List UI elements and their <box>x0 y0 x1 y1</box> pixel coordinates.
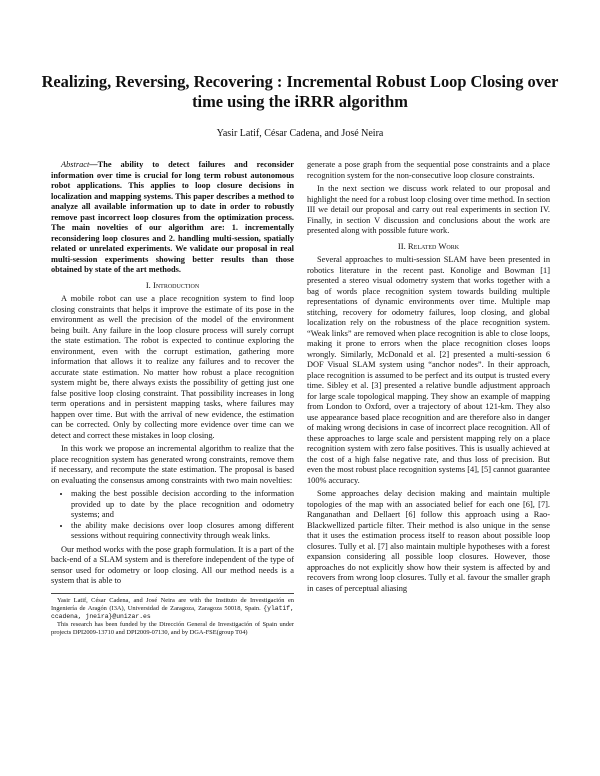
related-paragraph-2: Some approaches delay decision making and maintain multiple topologies of the map with an associated belief for each one [6], [7]. Ranganathan and Dellaert [6] follow this approach using a Rao-Blackwellized particle filter. Their method is also unique in the sense that it uses the estimation process itself to reason about possible loop closures. Tully et al. [7] also maintain multiple hypotheses with a forest expansion considering all possible loop closures. However, those approaches do not explicitly show how their system is affected by and recovers from wrong loop closures. Tully et al. favour the smaller graph in cases of perceptual aliasing <box>307 489 550 593</box>
footnote-affiliation-text: Yasir Latif, César Cadena, and José Neira are with the Instituto de Investigación en Ingeniería de Aragón (I3A), Universidad de Zaragoza, Zaragoza 50018, Spain. <box>51 596 294 612</box>
abstract <box>51 160 294 276</box>
section-heading-introduction: I. Introduction <box>145 279 200 290</box>
related-paragraph-1: Several approaches to multi-session SLAM have been presented in robotics literature in the recent past. Konolige and Bowman [1] presented a stereo visual odometry system that works together with a bag of words place recognition system towards building multiple representations of dynamic environments over time. Multiple map stitching, recovery for odometry failures, loop closing, and global localization rely on the robustness of the place recognition system. “Weak links” are removed when place recognition is able to close loops, making it prone to errors when the place recognition closes loops wrongly. Similarly, McDonald et al. [2] presented a multi-session 6 DOF Visual SLAM system using “anchor nodes”. In their approach, place recognition is assumed to be perfect and its output is trusted every time. Sibley et al. [3] presented a relative bundle adjustment approach for large scale topological mapping. They show an example of mapping from London to Oxford, over a trajectory of about 121-km. They also use appearance based place recognition and are therefore also in danger of making wrong decisions in case of incorrect place recognition. All of these approaches to large scale and persistent mapping rely on a place recognition system with zero false positives. This is usually achieved at the cost of a high false negative rate, and thus loss of precision. But even the most robust place recognition systems [4], [5] cannot guarantee 100% accuracy. <box>307 255 550 485</box>
paper-title: Realizing, Reversing, Recovering : Incremental Robust Loop Closing over time using the iRRR algorithm <box>41 72 559 111</box>
abstract-lead: Abstract <box>61 160 90 169</box>
intro-paragraph-2: In this work we propose an incremental algorithm to realize that the place recognition system has generated wrong constraints, remove them if necessary, and recompute the state estimation. The proposal is based on evaluating the consensus among constraints with two main novelties: <box>51 444 294 485</box>
abstract-text: The ability to detect failures and reconsider information over time is crucial for long term robust autonomous robot applications. This applies to loop closure decisions in localization and mapping systems. This paper describes a method to analyze all available information up to date in order to robustly remove past incorrect loop closures from the optimization process. The main novelties of our algorithm are: 1. incrementally reconsidering loop closures and 2. handling multi-session, spatially related or unrelated experiments. We validate our proposal in real multi-session experiments showing better results than those obtained by state of the art methods. <box>51 160 294 274</box>
author-list: Yasir Latif, César Cadena, and José Neira <box>216 128 384 139</box>
footnote <box>51 593 294 637</box>
section-heading-related-work: II. Related Work <box>397 240 460 251</box>
intro-paragraph-4: In the next section we discuss work related to our proposal and highlight the need for a robust loop closing over time method. In section III we detail our proposal and carry out real experiments in section IV. Finally, in section V discussion and conclusions about the work are presented along with possible future work. <box>307 184 550 235</box>
intro-continuation: generate a pose graph from the sequential pose constraints and a place recognition system for the non-consecutive loop closure constraints. <box>307 160 550 180</box>
intro-paragraph-1: A mobile robot can use a place recognition system to find loop closing constraints that helps it improve the estimate of its pose in the environment as well the precision of the model of the environment being built. Any failure in the loop closure process will surely corrupt the state estimation. The robot is expected to continue exploring the environment, even with the corrupt estimation, gathering more information that allows it to realize any failures and to recover the accurate state estimation. No matter how robust a place recognition system might be, there always exists the possibility of getting just one false positive loop closing constraint. That possibility increases in long term operations and in persistent mapping tasks, where failures may happen over time. But with the arrival of new evidence, the estimation can be corrected. Only by collecting more evidence over time can we detect and correct these mistakes in loop closing. <box>51 294 294 440</box>
novelty-item-2: • the ability make decisions over loop closures among different sessions without requiring connectivity through weak links. <box>71 521 294 542</box>
footnote-affiliation <box>51 597 294 621</box>
footnote-funding: This research has been funded by the Dirección General de Investigación of Spain under projects DPI2009-13710 and DPI2009-07130, and by DGA-FSE(group T04) <box>51 620 294 636</box>
footnote-emails: {ylatif, ccadena, jneira}@unizar.es <box>51 604 294 620</box>
abstract-dash: — <box>89 160 98 169</box>
right-column <box>307 160 550 597</box>
novelty-list <box>51 489 294 542</box>
novelty-item-1: • making the best possible decision according to the information provided up to date by the place recognition and odometry systems; and <box>71 489 294 521</box>
left-column <box>51 160 294 637</box>
intro-paragraph-3: Our method works with the pose graph formulation. It is a part of the back-end of a SLAM system and is therefore independent of the type of sensor used for odometry or loop closing. All our method needs is a system that is able to <box>51 544 294 585</box>
